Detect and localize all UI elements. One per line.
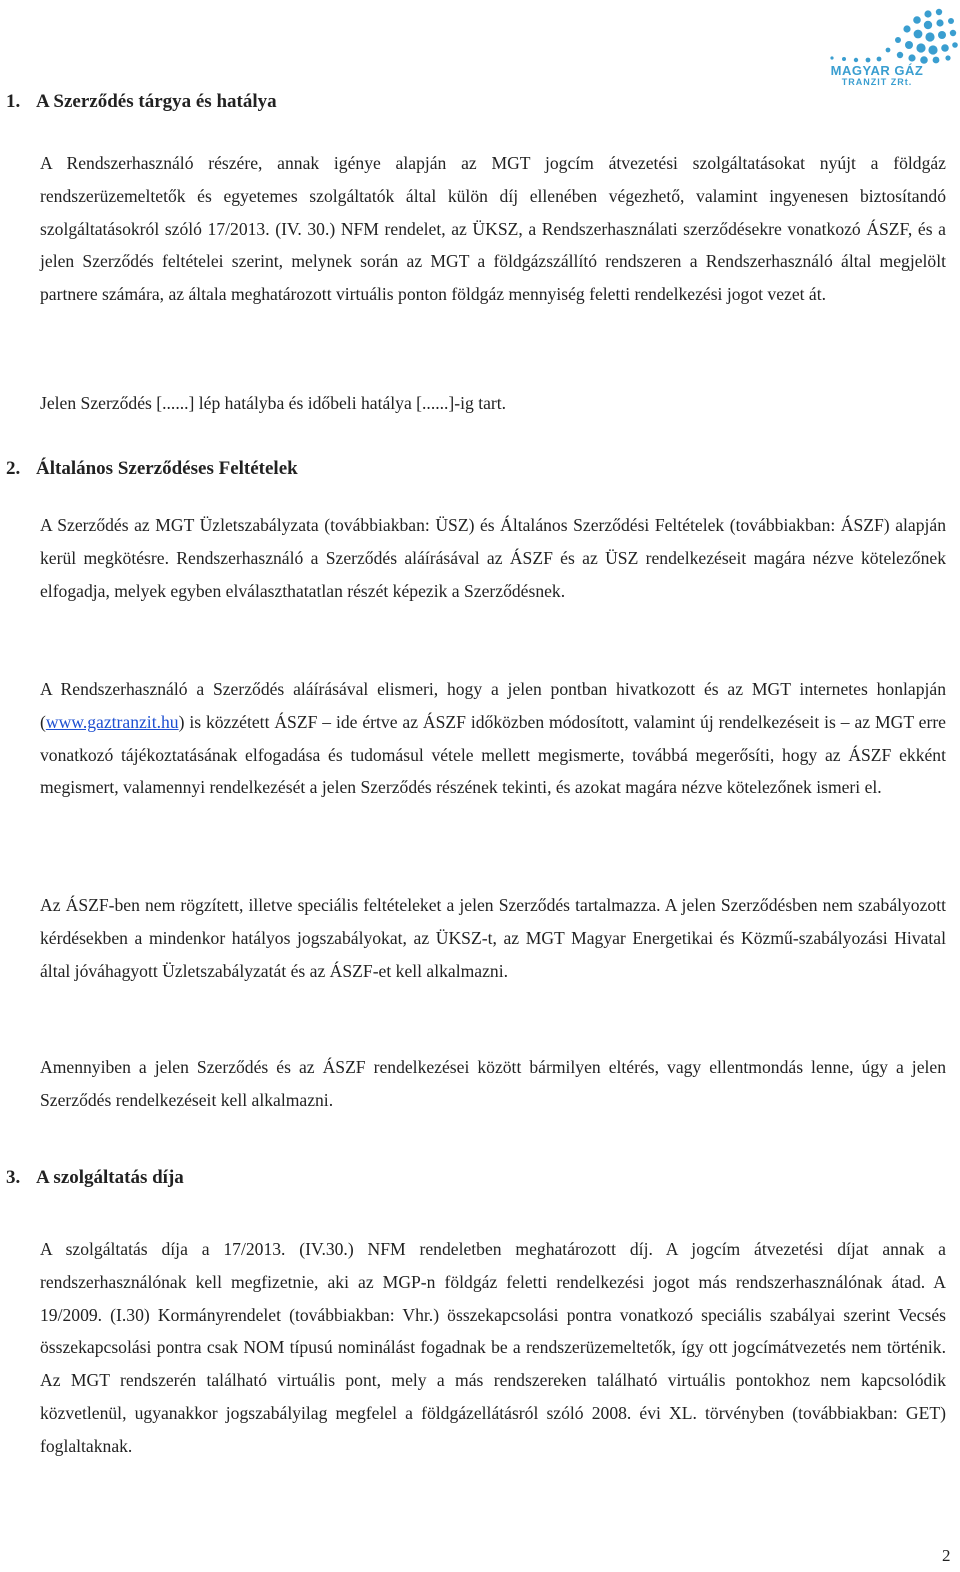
paragraph-text-before-link: A Rendszerhasználó a Szerződés aláírásával elismeri, hogy a jelen pontban hivatkozott és az MGT internetes honlapján ( — [40, 679, 946, 732]
website-link[interactable]: www.gaztranzit.hu — [45, 711, 179, 732]
logo-text — [812, 64, 942, 87]
paragraph-text: A szolgáltatás díja a 17/2013. (IV.30.) NFM rendeletben meghatározott díj. A jogcím átvezetési díjat annak a rendszerhasználónak kell megfizetnie, aki az MGP-n földgáz feletti rendelkezési jogot más rendszerhasználónak átad. A 19/2009. (I.30) Kormányrendelet (továbbiakban: Vhr.) összekapcsolási pontra vonatkozó speciális szabályai szerint Vecsés összekapcsolási pontra csak NOM típusú nominálást fogadnak be a rendszerüzemeltetők, így ott jogcímátvezetés nem történik. Az MGT rendszerén található virtuális pont, mely a más rendszereken található virtuális pontokhoz nem kapcsolódik közvetlenül, ugyanakkor jogszabályilag megfelel a földgázellátásról szóló 2008. évi XL. törvényben (továbbiakban: GET) foglaltaknak. — [40, 1239, 946, 1456]
section-3-paragraph-1 — [40, 1233, 946, 1463]
section-number: 2. — [6, 458, 21, 479]
paragraph-text: Jelen Szerződés [......] lép hatályba és időbeli hatálya [......]-ig tart. — [40, 393, 507, 413]
page-number: 2 — [942, 1546, 951, 1565]
section-title: Általános Szerződéses Feltételek — [36, 458, 298, 479]
paragraph-text: Az ÁSZF-ben nem rögzített, illetve speciális feltételeket a jelen Szerződés tartalmazza. A jelen Szerződésben nem szabályozott kérdésekben a mindenkor hatályos jogszabályokat, az ÜKSZ-t, az MGT Magyar Energetikai és Közmű-szabályozási Hivatal által jóváhagyott Üzletszabályzatát és az ÁSZF-et kell alkalmazni. — [40, 895, 946, 981]
section-title: A szolgáltatás díja — [36, 1167, 184, 1188]
section-number: 3. — [6, 1167, 21, 1188]
paragraph-text — [40, 673, 946, 804]
section-number: 1. — [6, 91, 21, 112]
section-1-paragraph-1 — [40, 147, 946, 311]
paragraph-text: A Szerződés az MGT Üzletszabályzata (továbbiakban: ÜSZ) és Általános Szerződési Feltételek (továbbiakban: ÁSZF) alapján kerül megkötésre. Rendszerhasználó a Szerződés aláírásával az ÁSZF és az ÜSZ rendelkezéseit magára nézve kötelezőnek elfogadja, melyek egyben elválaszthatatlan részét képezik a Szerződésnek. — [40, 515, 946, 601]
logo-line-1: MAGYAR GÁZ — [830, 63, 924, 78]
paragraph-text-after-link: ) is közzétett ÁSZF – — [178, 711, 336, 732]
section-1-paragraph-2 — [40, 387, 946, 420]
section-2-paragraph-3 — [40, 889, 946, 987]
logo-line-2: TRANZIT ZRt. — [841, 77, 913, 87]
section-2-paragraph-2 — [40, 673, 946, 804]
paragraph-text: A Rendszerhasználó részére, annak igénye alapján az MGT jogcím átvezetési szolgáltatásokat nyújt a földgáz rendszerüzemeltetők és egyetemes szolgáltatók által külön díj ellenében végezhető, valamint ingyenesen biztosítandó szolgáltatásokról szóló 17/2013. (IV. 30.) NFM rendelet, az ÜKSZ, a Rendszerhasználati szerződésekre vonatkozó ÁSZF, és a jelen Szerződés feltételei szerint, melynek során az MGT a földgázszállító rendszeren a Rendszerhasználó által megjelölt partnere számára, az általa meghatározott virtuális ponton földgáz mennyiség feletti rendelkezési jogot vezet át. — [40, 153, 946, 305]
section-title: A Szerződés tárgya és hatálya — [36, 91, 277, 112]
section-2-paragraph-1 — [40, 509, 946, 607]
section-3-heading — [6, 1166, 184, 1190]
logo-dots-icon — [830, 9, 957, 64]
paragraph-text-continued: ide értve az ÁSZF időközben módosított, valamint új rendelkezéseit is – az MGT erre vonatkozó tájékoztatásának elfogadása és tudomásul vétele mellett megismerte, továbbá megerősíti, hogy az ÁSZF ekként megismert, valamennyi rendelkezését a jelen Szerződés részének tekinti, és azokat magára nézve kötelezőnek ismeri el. — [40, 711, 946, 798]
paragraph-text: Amennyiben a jelen Szerződés és az ÁSZF rendelkezései között bármilyen eltérés, vagy ellentmondás lenne, úgy a jelen Szerződés rendelkezéseit kell alkalmazni. — [40, 1057, 946, 1110]
section-1-heading — [6, 90, 277, 114]
section-2-paragraph-4 — [40, 1051, 946, 1117]
section-2-heading — [6, 457, 298, 481]
